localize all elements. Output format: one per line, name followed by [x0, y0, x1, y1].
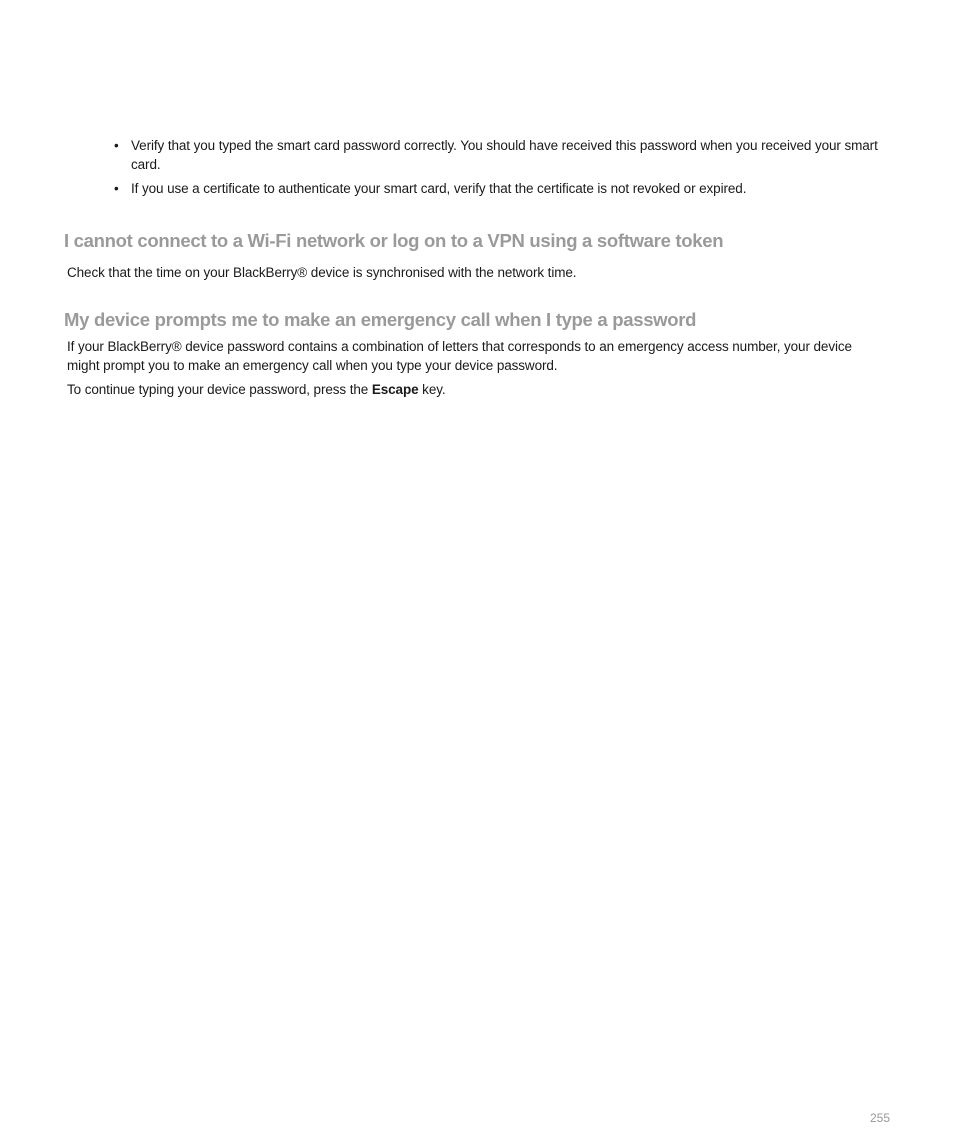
section-paragraph-wifi-vpn: Check that the time on your BlackBerry® device is synchronised with the network time. [67, 265, 577, 280]
section-heading-emergency-call: My device prompts me to make an emergency call when I type a password [64, 309, 697, 330]
bullet-marker: • [114, 138, 119, 153]
step-prefix: To continue typing your device password, press the [67, 382, 372, 397]
bullet-text: If you use a certificate to authenticate your smart card, verify that the certificate is not revoked or expired. [131, 181, 747, 196]
step-suffix: key. [418, 382, 446, 397]
bullet-item [112, 179, 897, 198]
section-step-emergency-call [67, 380, 887, 399]
section-heading-wifi-vpn: I cannot connect to a Wi-Fi network or log on to a VPN using a software token [64, 230, 724, 251]
escape-key-label: Escape [371, 382, 419, 397]
bullet-item [112, 136, 897, 174]
page-number: 255 [869, 1111, 890, 1125]
bullet-text: Verify that you typed the smart card password correctly. You should have received this password when you received your smart card. [131, 138, 878, 172]
bullet-marker: • [114, 181, 119, 196]
section-paragraph-emergency-call: If your BlackBerry® device password contains a combination of letters that corresponds to an emergency access number, your device might prompt you to make an emergency call when you type your device password. [67, 339, 852, 373]
troubleshooting-bullet-list [112, 136, 897, 203]
